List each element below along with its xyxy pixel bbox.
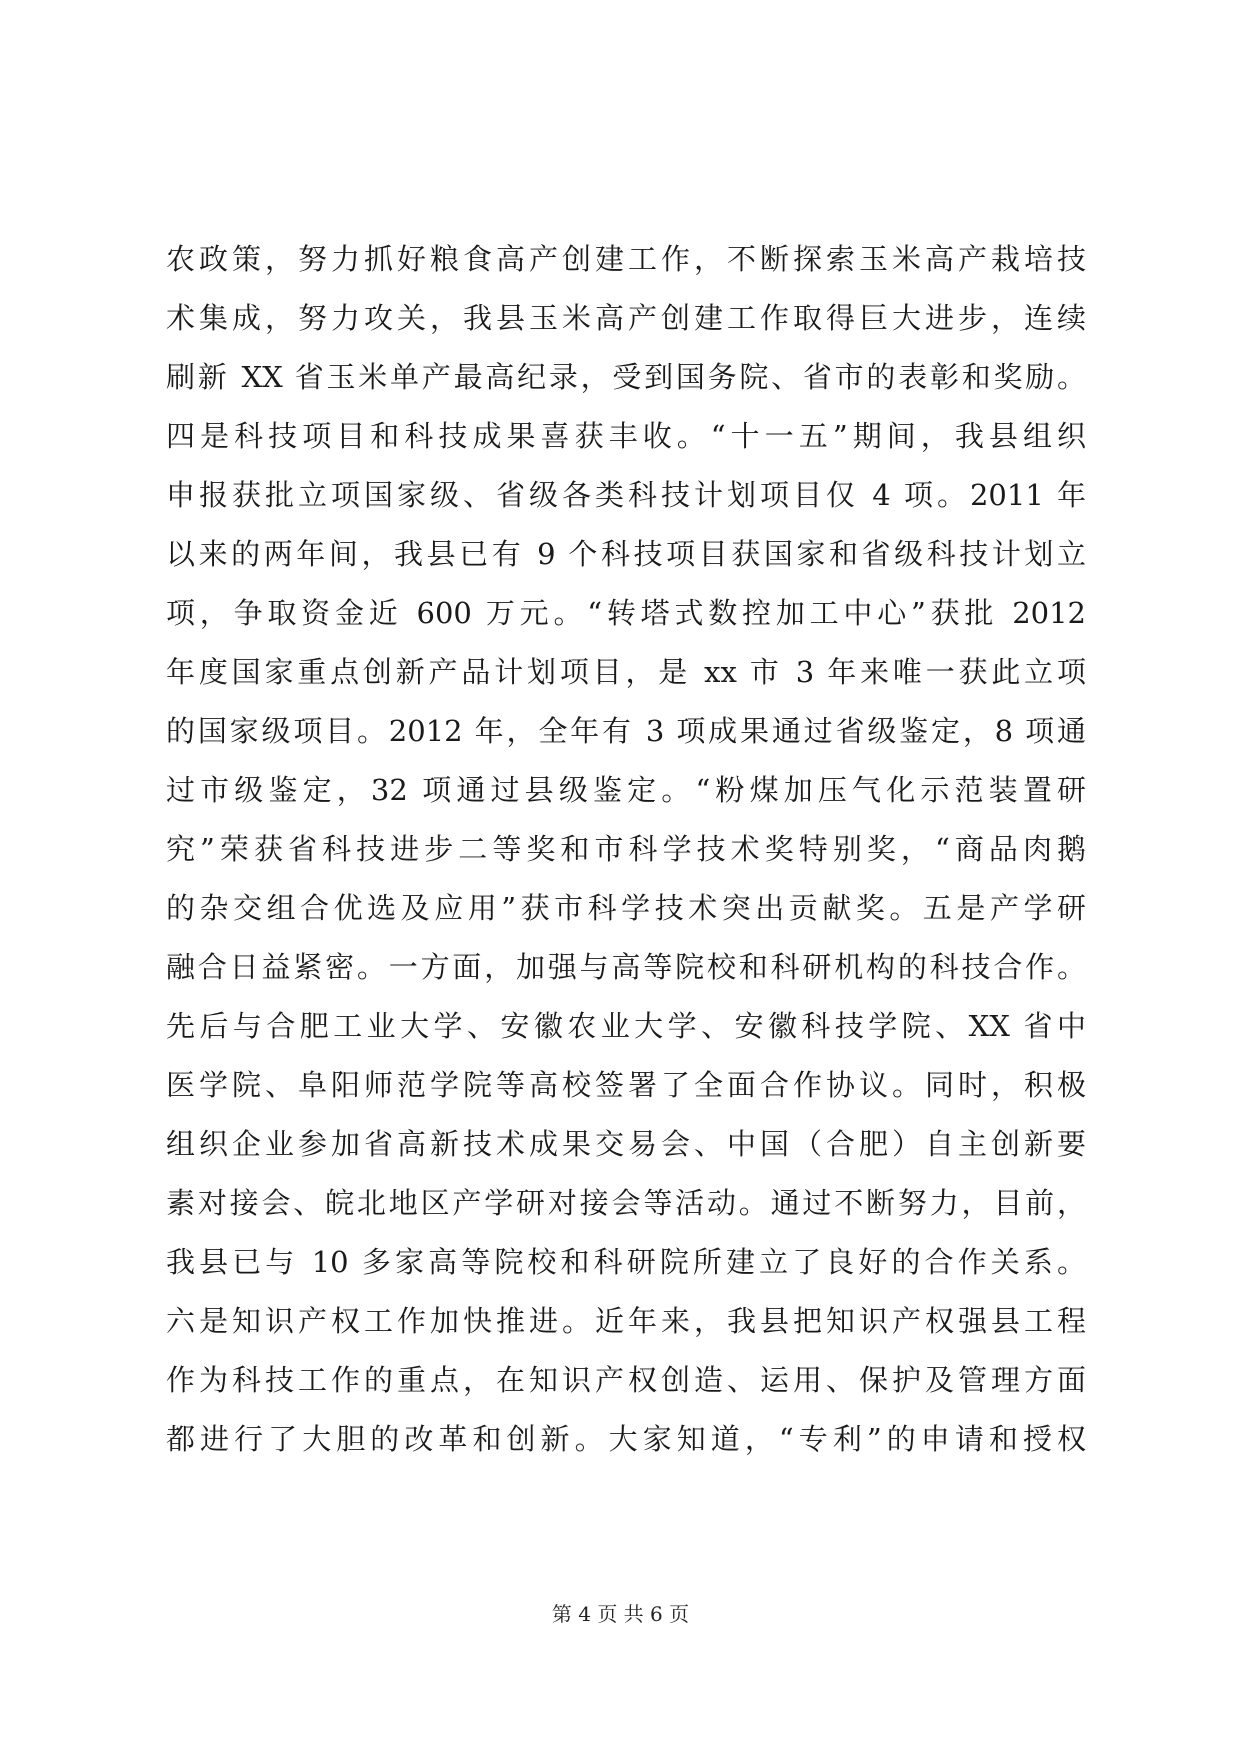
body-text bbox=[166, 230, 1086, 1469]
text-line: 申报获批立项国家级、省级各类科技计划项目仅 4 项。2011 年 bbox=[166, 478, 1086, 512]
text-line: 究”荣获省科技进步二等奖和市科学技术奖特别奖，“商品肉鹅 bbox=[166, 832, 1086, 866]
text-line: 先后与合肥工业大学、安徽农业大学、安徽科技学院、XX 省中 bbox=[166, 1009, 1086, 1043]
text-line: 组织企业参加省高新技术成果交易会、中国（合肥）自主创新要 bbox=[166, 1127, 1086, 1161]
text-line: 年度国家重点创新产品计划项目，是 xx 市 3 年来唯一获此立项 bbox=[166, 655, 1086, 689]
text-line: 我县已与 10 多家高等院校和科研院所建立了良好的合作关系。 bbox=[166, 1245, 1086, 1279]
text-line: 素对接会、皖北地区产学研对接会等活动。通过不断努力，目前， bbox=[166, 1186, 1086, 1220]
text-line: 农政策，努力抓好粮食高产创建工作，不断探索玉米高产栽培技 bbox=[166, 242, 1086, 276]
text-line: 六是知识产权工作加快推进。近年来，我县把知识产权强县工程 bbox=[166, 1304, 1086, 1338]
text-line: 过市级鉴定，32 项通过县级鉴定。“粉煤加压气化示范装置研 bbox=[166, 773, 1086, 807]
text-line: 医学院、阜阳师范学院等高校签署了全面合作协议。同时，积极 bbox=[166, 1068, 1086, 1102]
text-line: 以来的两年间，我县已有 9 个科技项目获国家和省级科技计划立 bbox=[166, 537, 1086, 571]
page-footer bbox=[0, 1598, 1241, 1627]
text-line: 刷新 XX 省玉米单产最高纪录，受到国务院、省市的表彰和奖励。 bbox=[166, 360, 1086, 394]
text-line: 四是科技项目和科技成果喜获丰收。“十一五”期间，我县组织 bbox=[166, 419, 1086, 453]
text-line: 的杂交组合优选及应用”获市科学技术突出贡献奖。五是产学研 bbox=[166, 891, 1086, 925]
text-line: 都进行了大胆的改革和创新。大家知道，“专利”的申请和授权 bbox=[166, 1422, 1086, 1456]
text-line: 项，争取资金近 600 万元。“转塔式数控加工中心”获批 2012 bbox=[166, 596, 1086, 630]
text-line: 融合日益紧密。一方面，加强与高等院校和科研机构的科技合作。 bbox=[166, 950, 1086, 984]
text-line: 术集成，努力攻关，我县玉米高产创建工作取得巨大进步，连续 bbox=[166, 301, 1086, 335]
text-line: 的国家级项目。2012 年，全年有 3 项成果通过省级鉴定，8 项通 bbox=[166, 714, 1086, 748]
page-number: 第 4 页 共 6 页 bbox=[551, 1602, 690, 1626]
text-line: 作为科技工作的重点，在知识产权创造、运用、保护及管理方面 bbox=[166, 1363, 1086, 1397]
